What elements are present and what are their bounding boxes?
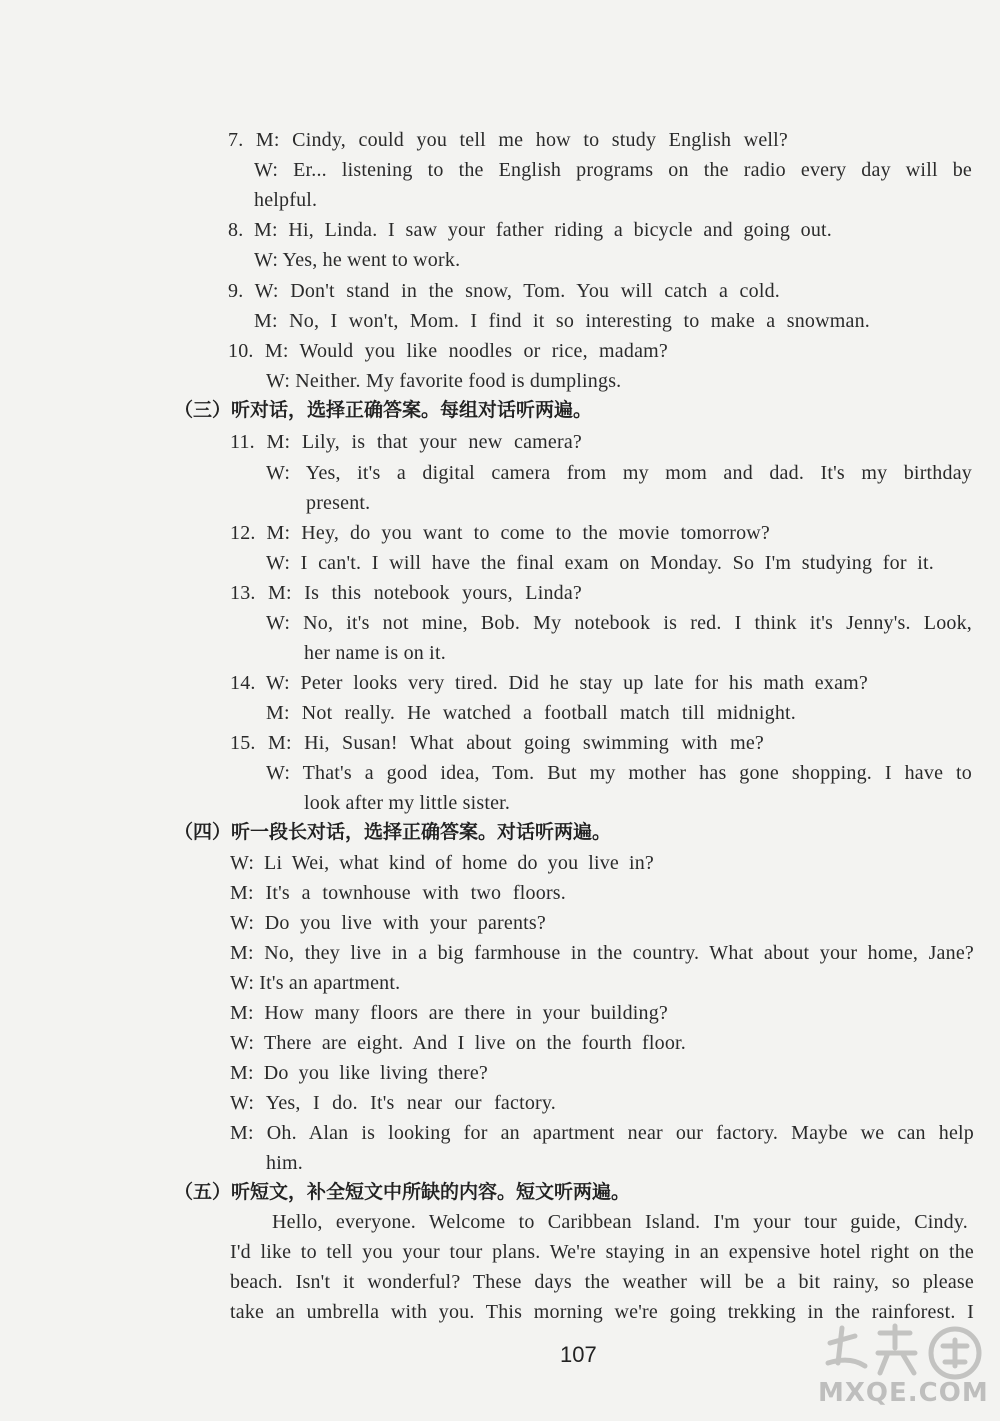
dialogue-12-m: 12. M: Hey, do you want to come to the movie tomorrow?	[230, 522, 770, 544]
section-4-heading: （四）听一段长对话，选择正确答案。对话听两遍。	[174, 821, 612, 843]
dialogue-7-w: W: Er... listening to the English programs on the radio every day will be	[254, 159, 972, 181]
dialogue-8-m: 8. M: Hi, Linda. I saw your father riding a bicycle and going out.	[228, 219, 832, 241]
long-dialogue-line-9: W: Yes, I do. It's near our factory.	[230, 1092, 556, 1114]
long-dialogue-line-7: W: There are eight. And I live on the fourth floor.	[230, 1032, 686, 1054]
long-dialogue-line-5: W: It's an apartment.	[230, 972, 401, 994]
long-dialogue-line-10: M: Oh. Alan is looking for an apartment near our factory. Maybe we can help	[230, 1122, 974, 1144]
passage-line-2: I'd like to tell you your tour plans. We're staying in an expensive hotel right on the	[230, 1241, 974, 1263]
long-dialogue-line-4: M: No, they live in a big farmhouse in the country. What about your home, Jane?	[230, 942, 974, 964]
dialogue-13-w: W: No, it's not mine, Bob. My notebook is red. I think it's Jenny's. Look,	[266, 612, 972, 634]
long-dialogue-line-8: M: Do you like living there?	[230, 1062, 488, 1084]
dialogue-9-w: 9. W: Don't stand in the snow, Tom. You will catch a cold.	[228, 280, 780, 302]
section-3-heading: （三）听对话，选择正确答案。每组对话听两遍。	[174, 399, 593, 421]
dialogue-7-m: 7. M: Cindy, could you tell me how to study English well?	[228, 129, 788, 151]
dialogue-15-m: 15. M: Hi, Susan! What about going swimming with me?	[230, 732, 764, 754]
dialogue-13-m: 13. M: Is this notebook yours, Linda?	[230, 582, 582, 604]
long-dialogue-line-2: M: It's a townhouse with two floors.	[230, 882, 566, 904]
long-dialogue-line-10-cont: him.	[266, 1152, 303, 1174]
dialogue-10-m: 10. M: Would you like noodles or rice, madam?	[228, 340, 668, 362]
dialogue-9-m: M: No, I won't, Mom. I find it so interesting to make a snowman.	[254, 310, 870, 332]
dialogue-10-w: W: Neither. My favorite food is dumplings.	[266, 370, 622, 392]
dialogue-12-w: W: I can't. I will have the final exam on Monday. So I'm studying for it.	[266, 552, 934, 574]
dialogue-15-w-cont: look after my little sister.	[304, 792, 511, 814]
dialogue-15-w: W: That's a good idea, Tom. But my mother has gone shopping. I have to	[266, 762, 972, 784]
dialogue-7-w-cont: helpful.	[254, 189, 318, 211]
passage-line-3: beach. Isn't it wonderful? These days the weather will be a bit rainy, so please	[230, 1271, 974, 1293]
long-dialogue-line-1: W: Li Wei, what kind of home do you live in?	[230, 852, 654, 874]
dialogue-8-w: W: Yes, he went to work.	[254, 249, 461, 271]
watermark-text: MXQE.COM	[818, 1378, 989, 1408]
dialogue-11-w: W: Yes, it's a digital camera from my mom and dad. It's my birthday	[266, 462, 972, 484]
section-5-heading: （五）听短文，补全短文中所缺的内容。短文听两遍。	[174, 1181, 631, 1203]
long-dialogue-line-3: W: Do you live with your parents?	[230, 912, 546, 934]
dialogue-14-w: 14. W: Peter looks very tired. Did he stay up late for his math exam?	[230, 672, 868, 694]
dialogue-11-m: 11. M: Lily, is that your new camera?	[230, 431, 582, 453]
dialogue-13-w-cont: her name is on it.	[304, 642, 446, 664]
dialogue-11-w-cont: present.	[306, 492, 371, 514]
long-dialogue-line-6: M: How many floors are there in your building?	[230, 1002, 668, 1024]
passage-line-4: take an umbrella with you. This morning we're going trekking in the rainforest. I	[230, 1301, 974, 1323]
dialogue-14-m: M: Not really. He watched a football match till midnight.	[266, 702, 796, 724]
passage-line-1: Hello, everyone. Welcome to Caribbean Island. I'm your tour guide, Cindy.	[272, 1211, 968, 1233]
page-number: 107	[560, 1342, 597, 1367]
